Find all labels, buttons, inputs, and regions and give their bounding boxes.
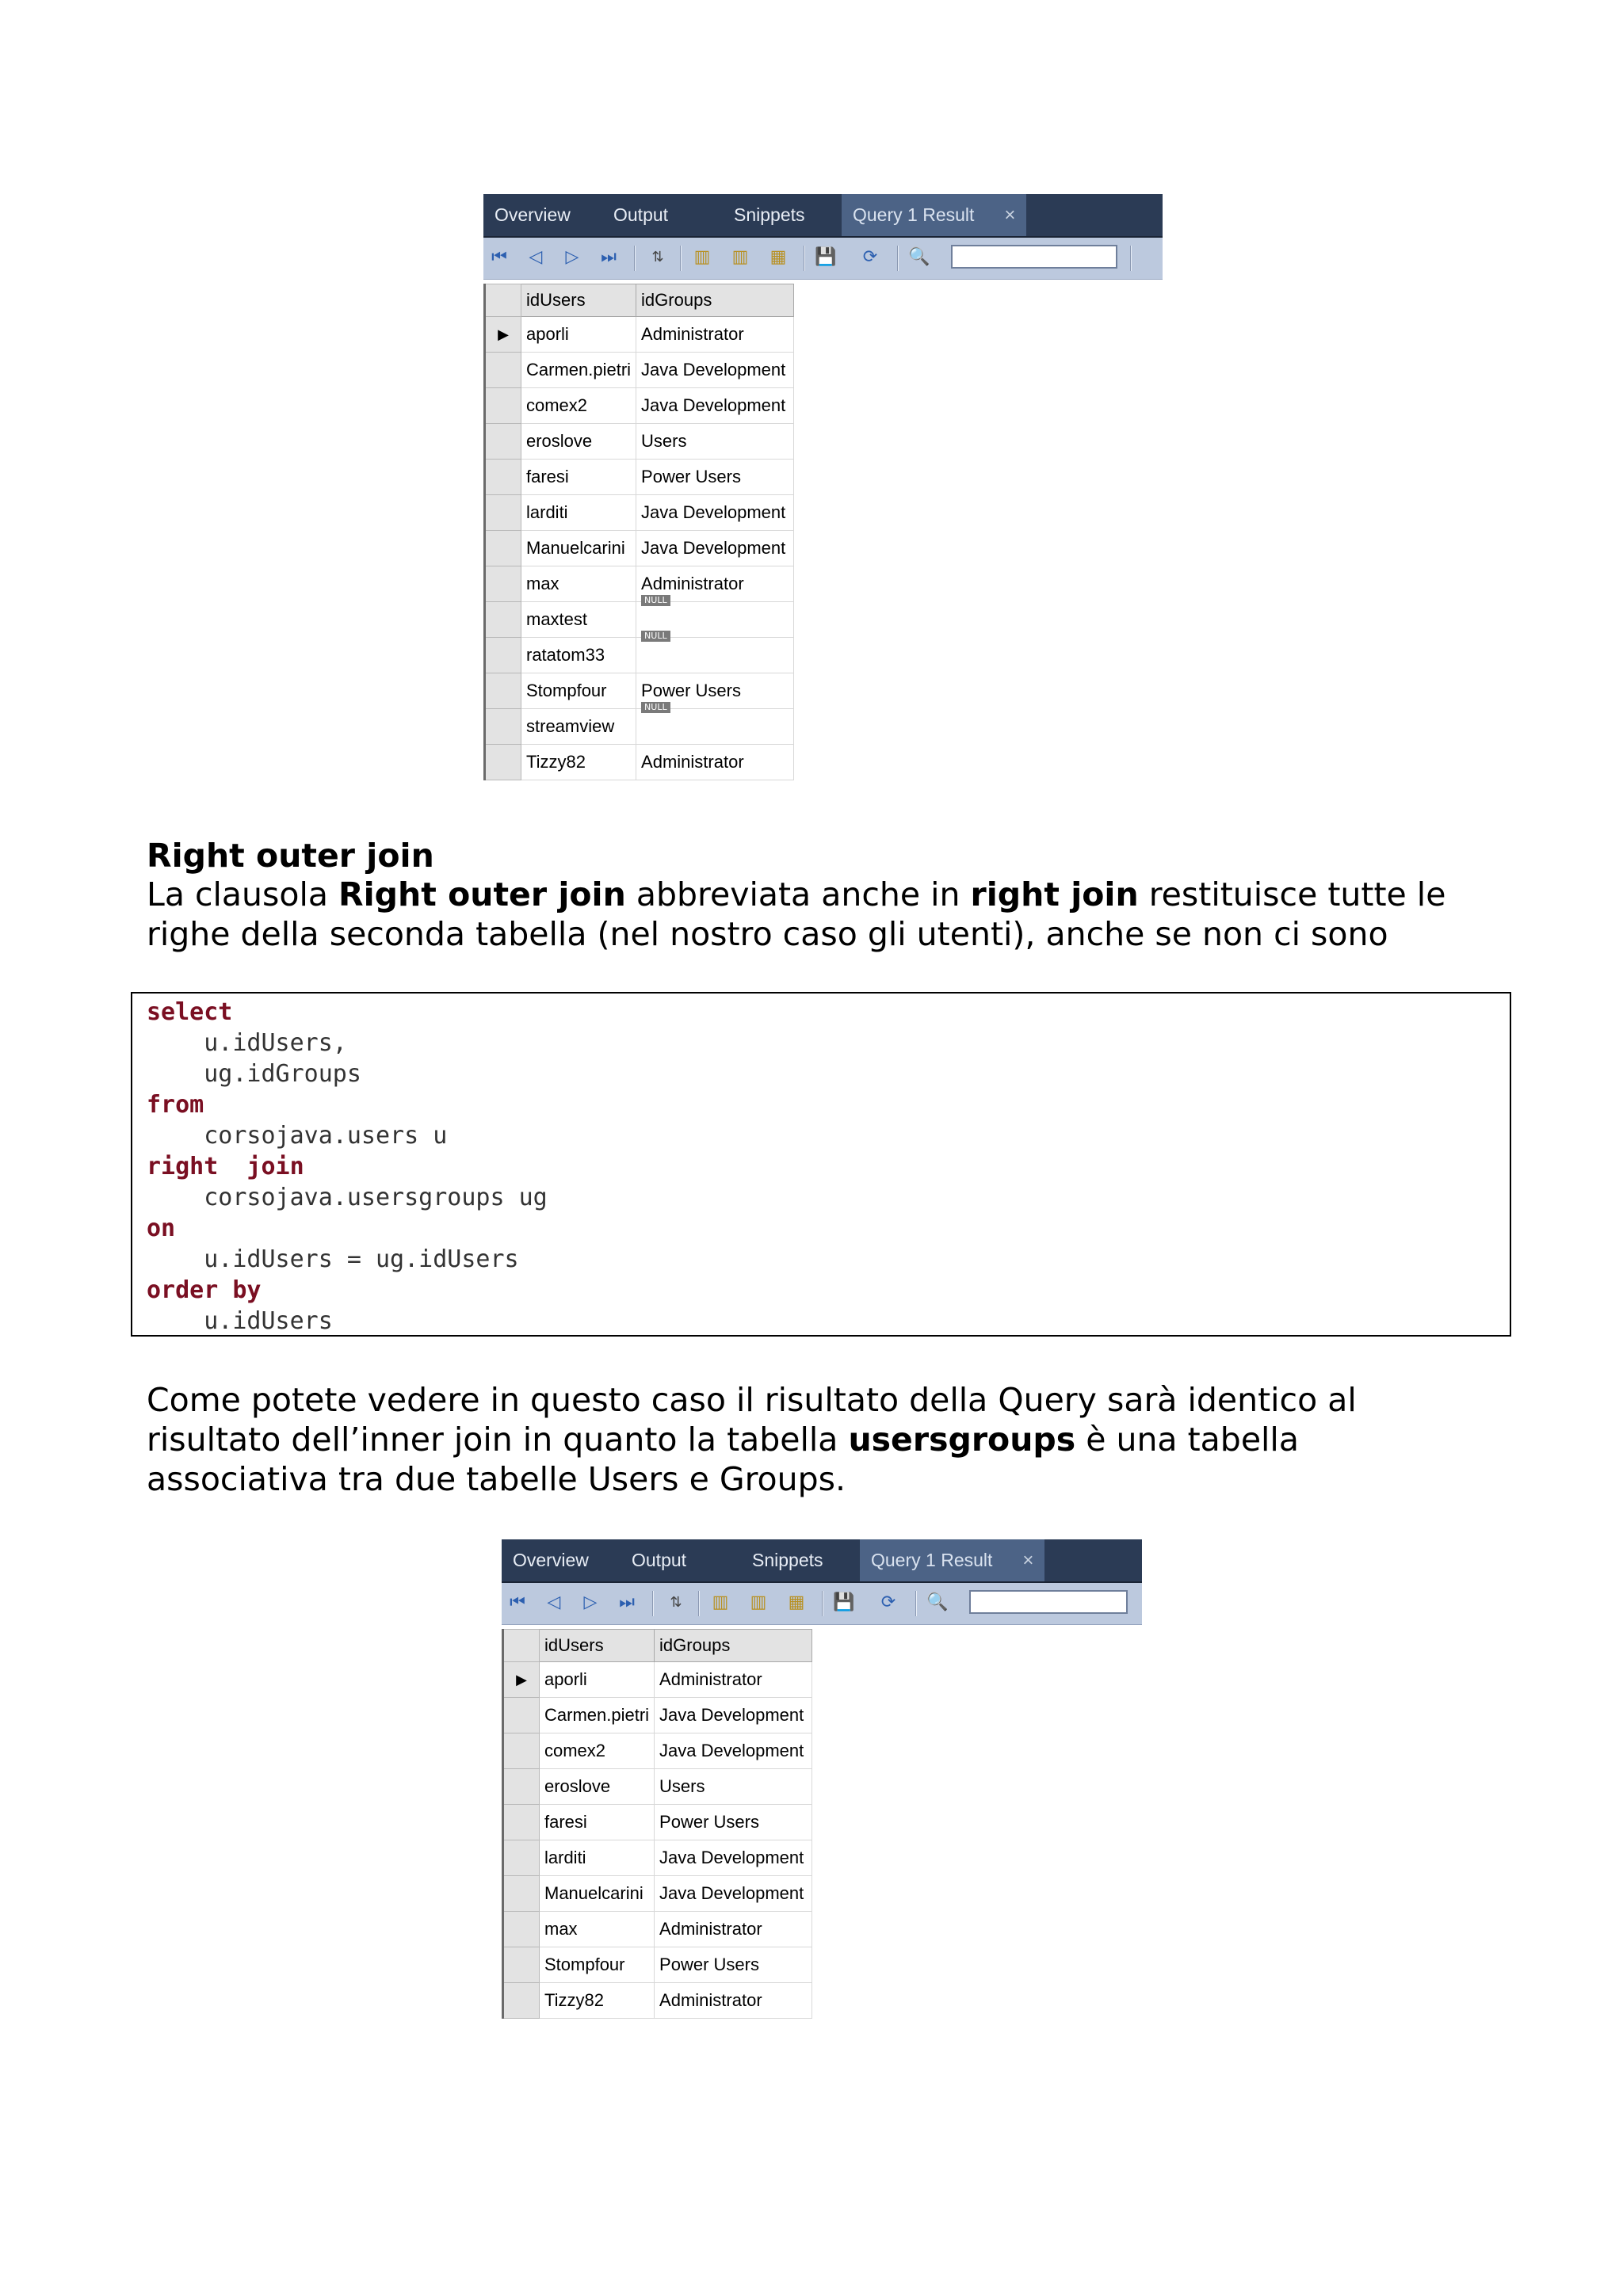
- last-record-icon[interactable]: ⏭: [619, 1592, 635, 1612]
- cell-idgroups[interactable]: Administrator: [636, 317, 794, 353]
- toolbar-separator: [1130, 246, 1132, 271]
- next-record-icon[interactable]: ▷: [565, 247, 579, 267]
- row-selector[interactable]: [485, 566, 521, 602]
- row-selector[interactable]: [503, 1805, 540, 1840]
- export-icon[interactable]: 💾: [833, 1592, 855, 1612]
- cell-idgroups[interactable]: Administrator: [655, 1983, 812, 2019]
- code-line: [147, 1276, 262, 1304]
- table-row[interactable]: [485, 673, 794, 709]
- table-row[interactable]: [503, 1876, 812, 1912]
- code-line: [147, 1153, 304, 1180]
- cell-idusers[interactable]: faresi: [521, 460, 636, 495]
- cell-idusers[interactable]: max: [540, 1912, 655, 1947]
- cell-idgroups[interactable]: Power Users: [655, 1947, 812, 1983]
- cell-idgroups[interactable]: Administrator: [636, 566, 794, 602]
- columns-icon[interactable]: ▥: [712, 1592, 729, 1612]
- cell-idgroups[interactable]: Users: [655, 1769, 812, 1805]
- cell-idgroups[interactable]: Java Development: [636, 353, 794, 388]
- table-row[interactable]: [485, 709, 794, 745]
- tab-query-result[interactable]: [842, 194, 1026, 236]
- result-toolbar: [483, 238, 1163, 280]
- cell-idusers[interactable]: aporli: [521, 317, 636, 353]
- null-badge: NULL: [641, 631, 670, 642]
- row-selector[interactable]: [485, 745, 521, 780]
- cell-idgroups[interactable]: Java Development: [655, 1840, 812, 1876]
- export-icon[interactable]: 💾: [815, 247, 837, 267]
- cell-idusers[interactable]: comex2: [540, 1733, 655, 1769]
- toolbar-separator: [822, 1591, 823, 1616]
- cell-idgroups[interactable]: Java Development: [655, 1698, 812, 1733]
- sql-code: [132, 994, 1510, 1337]
- table-row[interactable]: [485, 602, 794, 638]
- table-row[interactable]: [485, 424, 794, 460]
- table-row[interactable]: [503, 1983, 812, 2019]
- row-selector[interactable]: [485, 424, 521, 460]
- sql-text: u.idUsers = ug.idUsers: [147, 1245, 519, 1273]
- sort-text-icon[interactable]: ⇅: [670, 1594, 682, 1611]
- toolbar-separator: [804, 246, 805, 271]
- sql-keyword: from: [147, 1091, 204, 1119]
- table-row[interactable]: [485, 317, 794, 353]
- sql-keyword: order by: [147, 1276, 262, 1304]
- search-icon[interactable]: 🔍: [926, 1592, 949, 1612]
- columns-icon[interactable]: ▥: [693, 247, 711, 267]
- cell-idusers[interactable]: max: [521, 566, 636, 602]
- intro-text: abbreviata anche in: [625, 875, 971, 913]
- close-icon[interactable]: ×: [1022, 1550, 1034, 1571]
- cell-idusers[interactable]: eroslove: [521, 424, 636, 460]
- sort-text-icon[interactable]: ⇅: [651, 249, 664, 265]
- table-row[interactable]: [485, 353, 794, 388]
- table-row[interactable]: [503, 1912, 812, 1947]
- table-row[interactable]: [503, 1805, 812, 1840]
- row-selector[interactable]: [485, 353, 521, 388]
- conclusion-bold-term: usersgroups: [848, 1421, 1076, 1459]
- toolbar-separator: [652, 1591, 654, 1616]
- tab-bar: [502, 1539, 1142, 1583]
- cell-idgroups[interactable]: Administrator: [655, 1912, 812, 1947]
- toolbar-separator: [680, 246, 682, 271]
- sql-code-block: [131, 992, 1511, 1337]
- tab-bar: [483, 194, 1163, 238]
- prev-record-icon[interactable]: ◁: [529, 247, 543, 267]
- tab-query-result-label: Query 1 Result: [853, 204, 975, 225]
- cell-idgroups[interactable]: Administrator: [636, 745, 794, 780]
- column-header-idUsers[interactable]: idUsers: [521, 284, 636, 317]
- table-row[interactable]: [485, 745, 794, 780]
- intro-bold-term: Right outer join: [338, 875, 626, 913]
- conclusion-text: risultato dell’inner join in quanto la tabella: [147, 1421, 849, 1459]
- row-selector[interactable]: [503, 1733, 540, 1769]
- code-line: [147, 1122, 447, 1150]
- toolbar-separator: [698, 1591, 700, 1616]
- code-line: [147, 1091, 204, 1119]
- sql-text: u.idUsers,: [147, 1029, 347, 1057]
- row-selector[interactable]: [485, 460, 521, 495]
- table-row[interactable]: [485, 495, 794, 531]
- sql-text: corsojava.users u: [147, 1122, 448, 1150]
- toolbar-separator: [897, 246, 899, 271]
- search-input[interactable]: [951, 245, 1117, 269]
- cell-idgroups[interactable]: Power Users: [636, 673, 794, 709]
- sql-keyword: right join: [147, 1153, 304, 1180]
- column-select-icon[interactable]: ▦: [769, 247, 787, 267]
- table-row[interactable]: [503, 1840, 812, 1876]
- cell-idgroups[interactable]: Java Development: [655, 1876, 812, 1912]
- conclusion-line-2: [147, 1420, 1494, 1459]
- null-badge: NULL: [641, 702, 670, 713]
- tab-query-result-label: Query 1 Result: [871, 1550, 993, 1570]
- conclusion-text: è una tabella: [1075, 1421, 1299, 1459]
- row-selector[interactable]: [503, 1876, 540, 1912]
- cell-idusers[interactable]: maxtest: [521, 602, 636, 638]
- code-line: [147, 998, 232, 1026]
- column-select-icon[interactable]: ▦: [788, 1592, 805, 1612]
- cell-idgroups[interactable]: Administrator: [655, 1662, 812, 1698]
- refresh-icon[interactable]: ⟳: [880, 1592, 896, 1612]
- tab-snippets[interactable]: Snippets: [752, 1550, 823, 1570]
- code-line: [147, 1029, 347, 1057]
- cell-idusers[interactable]: aporli: [540, 1662, 655, 1698]
- sql-keyword: on: [147, 1215, 176, 1242]
- null-cell[interactable]: [636, 702, 794, 745]
- result-grid: [502, 1629, 812, 2019]
- close-icon[interactable]: ×: [1004, 204, 1016, 226]
- toolbar-separator: [634, 246, 636, 271]
- intro-paragraph-line-1: [147, 875, 1494, 914]
- code-line: [147, 1060, 361, 1088]
- row-selector[interactable]: [485, 638, 521, 673]
- intro-paragraph-line-2: righe della seconda tabella (nel nostro caso gli utenti), anche se non ci sono: [147, 915, 1388, 953]
- row-selector[interactable]: [485, 673, 521, 709]
- cell-idusers[interactable]: ratatom33: [521, 638, 636, 673]
- filter-columns-icon[interactable]: ▥: [750, 1592, 767, 1612]
- prev-record-icon[interactable]: ◁: [547, 1592, 561, 1612]
- sql-text: u.idUsers: [147, 1307, 333, 1335]
- result-grid: [483, 284, 794, 780]
- table-row[interactable]: [503, 1698, 812, 1733]
- tab-query-result[interactable]: [860, 1539, 1044, 1581]
- row-selector[interactable]: [503, 1698, 540, 1733]
- search-input[interactable]: [969, 1590, 1128, 1614]
- last-record-icon[interactable]: ⏭: [601, 247, 617, 267]
- conclusion-line-1: Come potete vedere in questo caso il risultato della Query sarà identico al: [147, 1381, 1357, 1419]
- section-heading: Right outer join: [147, 837, 434, 875]
- tab-output[interactable]: Output: [613, 204, 669, 225]
- cell-idusers[interactable]: larditi: [521, 495, 636, 531]
- cell-idusers[interactable]: Tizzy82: [540, 1983, 655, 2019]
- filter-columns-icon[interactable]: ▥: [731, 247, 749, 267]
- table-row[interactable]: [485, 388, 794, 424]
- cell-idgroups[interactable]: Java Development: [636, 531, 794, 566]
- cell-idusers[interactable]: Stompfour: [540, 1947, 655, 1983]
- cell-idgroups[interactable]: Java Development: [636, 388, 794, 424]
- null-cell[interactable]: [636, 631, 794, 673]
- tab-overview[interactable]: Overview: [513, 1550, 589, 1570]
- table-row[interactable]: [503, 1947, 812, 1983]
- row-selector[interactable]: [485, 602, 521, 638]
- table-row[interactable]: [503, 1769, 812, 1805]
- first-record-icon[interactable]: ⏮: [510, 1592, 525, 1612]
- sql-text: ug.idGroups: [147, 1060, 361, 1088]
- code-line: [147, 1184, 548, 1211]
- cell-idusers[interactable]: eroslove: [540, 1769, 655, 1805]
- table-row[interactable]: [485, 566, 794, 602]
- cell-idgroups[interactable]: Power Users: [636, 460, 794, 495]
- cell-idusers[interactable]: streamview: [521, 709, 636, 745]
- row-selector[interactable]: [485, 531, 521, 566]
- cell-idusers[interactable]: Carmen.pietri: [540, 1698, 655, 1733]
- refresh-icon[interactable]: ⟳: [862, 247, 878, 267]
- table-row[interactable]: [503, 1733, 812, 1769]
- column-header-idUsers[interactable]: idUsers: [540, 1630, 655, 1662]
- cell-idgroups[interactable]: Java Development: [655, 1733, 812, 1769]
- cell-idusers[interactable]: Tizzy82: [521, 745, 636, 780]
- sql-text: corsojava.usersgroups ug: [147, 1184, 548, 1211]
- first-record-icon[interactable]: ⏮: [491, 247, 507, 267]
- tab-output[interactable]: Output: [632, 1550, 687, 1570]
- column-header-idGroups[interactable]: idGroups: [655, 1630, 812, 1662]
- next-record-icon[interactable]: ▷: [583, 1592, 598, 1612]
- tab-overview[interactable]: Overview: [495, 204, 571, 225]
- result-toolbar: [502, 1583, 1142, 1625]
- table-row[interactable]: [485, 531, 794, 566]
- row-selector[interactable]: ▶: [485, 317, 521, 353]
- grid-header-row: [485, 284, 794, 317]
- grid-corner-cell: [485, 284, 521, 317]
- row-selector[interactable]: [503, 1983, 540, 2019]
- intro-text: La clausola: [147, 875, 339, 913]
- cell-idusers[interactable]: Manuelcarini: [540, 1876, 655, 1912]
- row-selector[interactable]: [503, 1840, 540, 1876]
- cell-idusers[interactable]: larditi: [540, 1840, 655, 1876]
- query-result-screenshot-2: [502, 1539, 1142, 2031]
- table-row[interactable]: [485, 460, 794, 495]
- table-row[interactable]: [503, 1662, 812, 1698]
- row-selector[interactable]: [503, 1947, 540, 1983]
- row-selector[interactable]: [485, 709, 521, 745]
- null-badge: NULL: [641, 595, 670, 606]
- conclusion-line-3: associativa tra due tabelle Users e Groups.: [147, 1460, 846, 1498]
- code-line: [147, 1245, 519, 1273]
- grid-corner-cell: [503, 1630, 540, 1662]
- cell-idusers[interactable]: Carmen.pietri: [521, 353, 636, 388]
- cell-idusers[interactable]: comex2: [521, 388, 636, 424]
- row-selector[interactable]: [485, 388, 521, 424]
- search-icon[interactable]: 🔍: [908, 247, 930, 267]
- query-result-screenshot-1: [483, 194, 1163, 796]
- intro-text: restituisce tutte le: [1138, 875, 1446, 913]
- code-line: [147, 1215, 175, 1242]
- cell-idgroups[interactable]: Power Users: [655, 1805, 812, 1840]
- cell-idgroups[interactable]: Java Development: [636, 495, 794, 531]
- grid-header-row: [503, 1630, 812, 1662]
- row-selector[interactable]: [503, 1912, 540, 1947]
- row-selector[interactable]: [503, 1769, 540, 1805]
- toolbar-separator: [915, 1591, 917, 1616]
- cell-idgroups[interactable]: Users: [636, 424, 794, 460]
- sql-keyword: select: [147, 998, 233, 1026]
- intro-bold-term: right join: [970, 875, 1139, 913]
- cell-idusers[interactable]: Manuelcarini: [521, 531, 636, 566]
- row-selector[interactable]: ▶: [503, 1662, 540, 1698]
- row-selector[interactable]: [485, 495, 521, 531]
- code-line: [147, 1307, 333, 1335]
- cell-idusers[interactable]: Stompfour: [521, 673, 636, 709]
- table-row[interactable]: [485, 638, 794, 673]
- tab-snippets[interactable]: Snippets: [734, 204, 805, 225]
- column-header-idGroups[interactable]: idGroups: [636, 284, 794, 317]
- cell-idusers[interactable]: faresi: [540, 1805, 655, 1840]
